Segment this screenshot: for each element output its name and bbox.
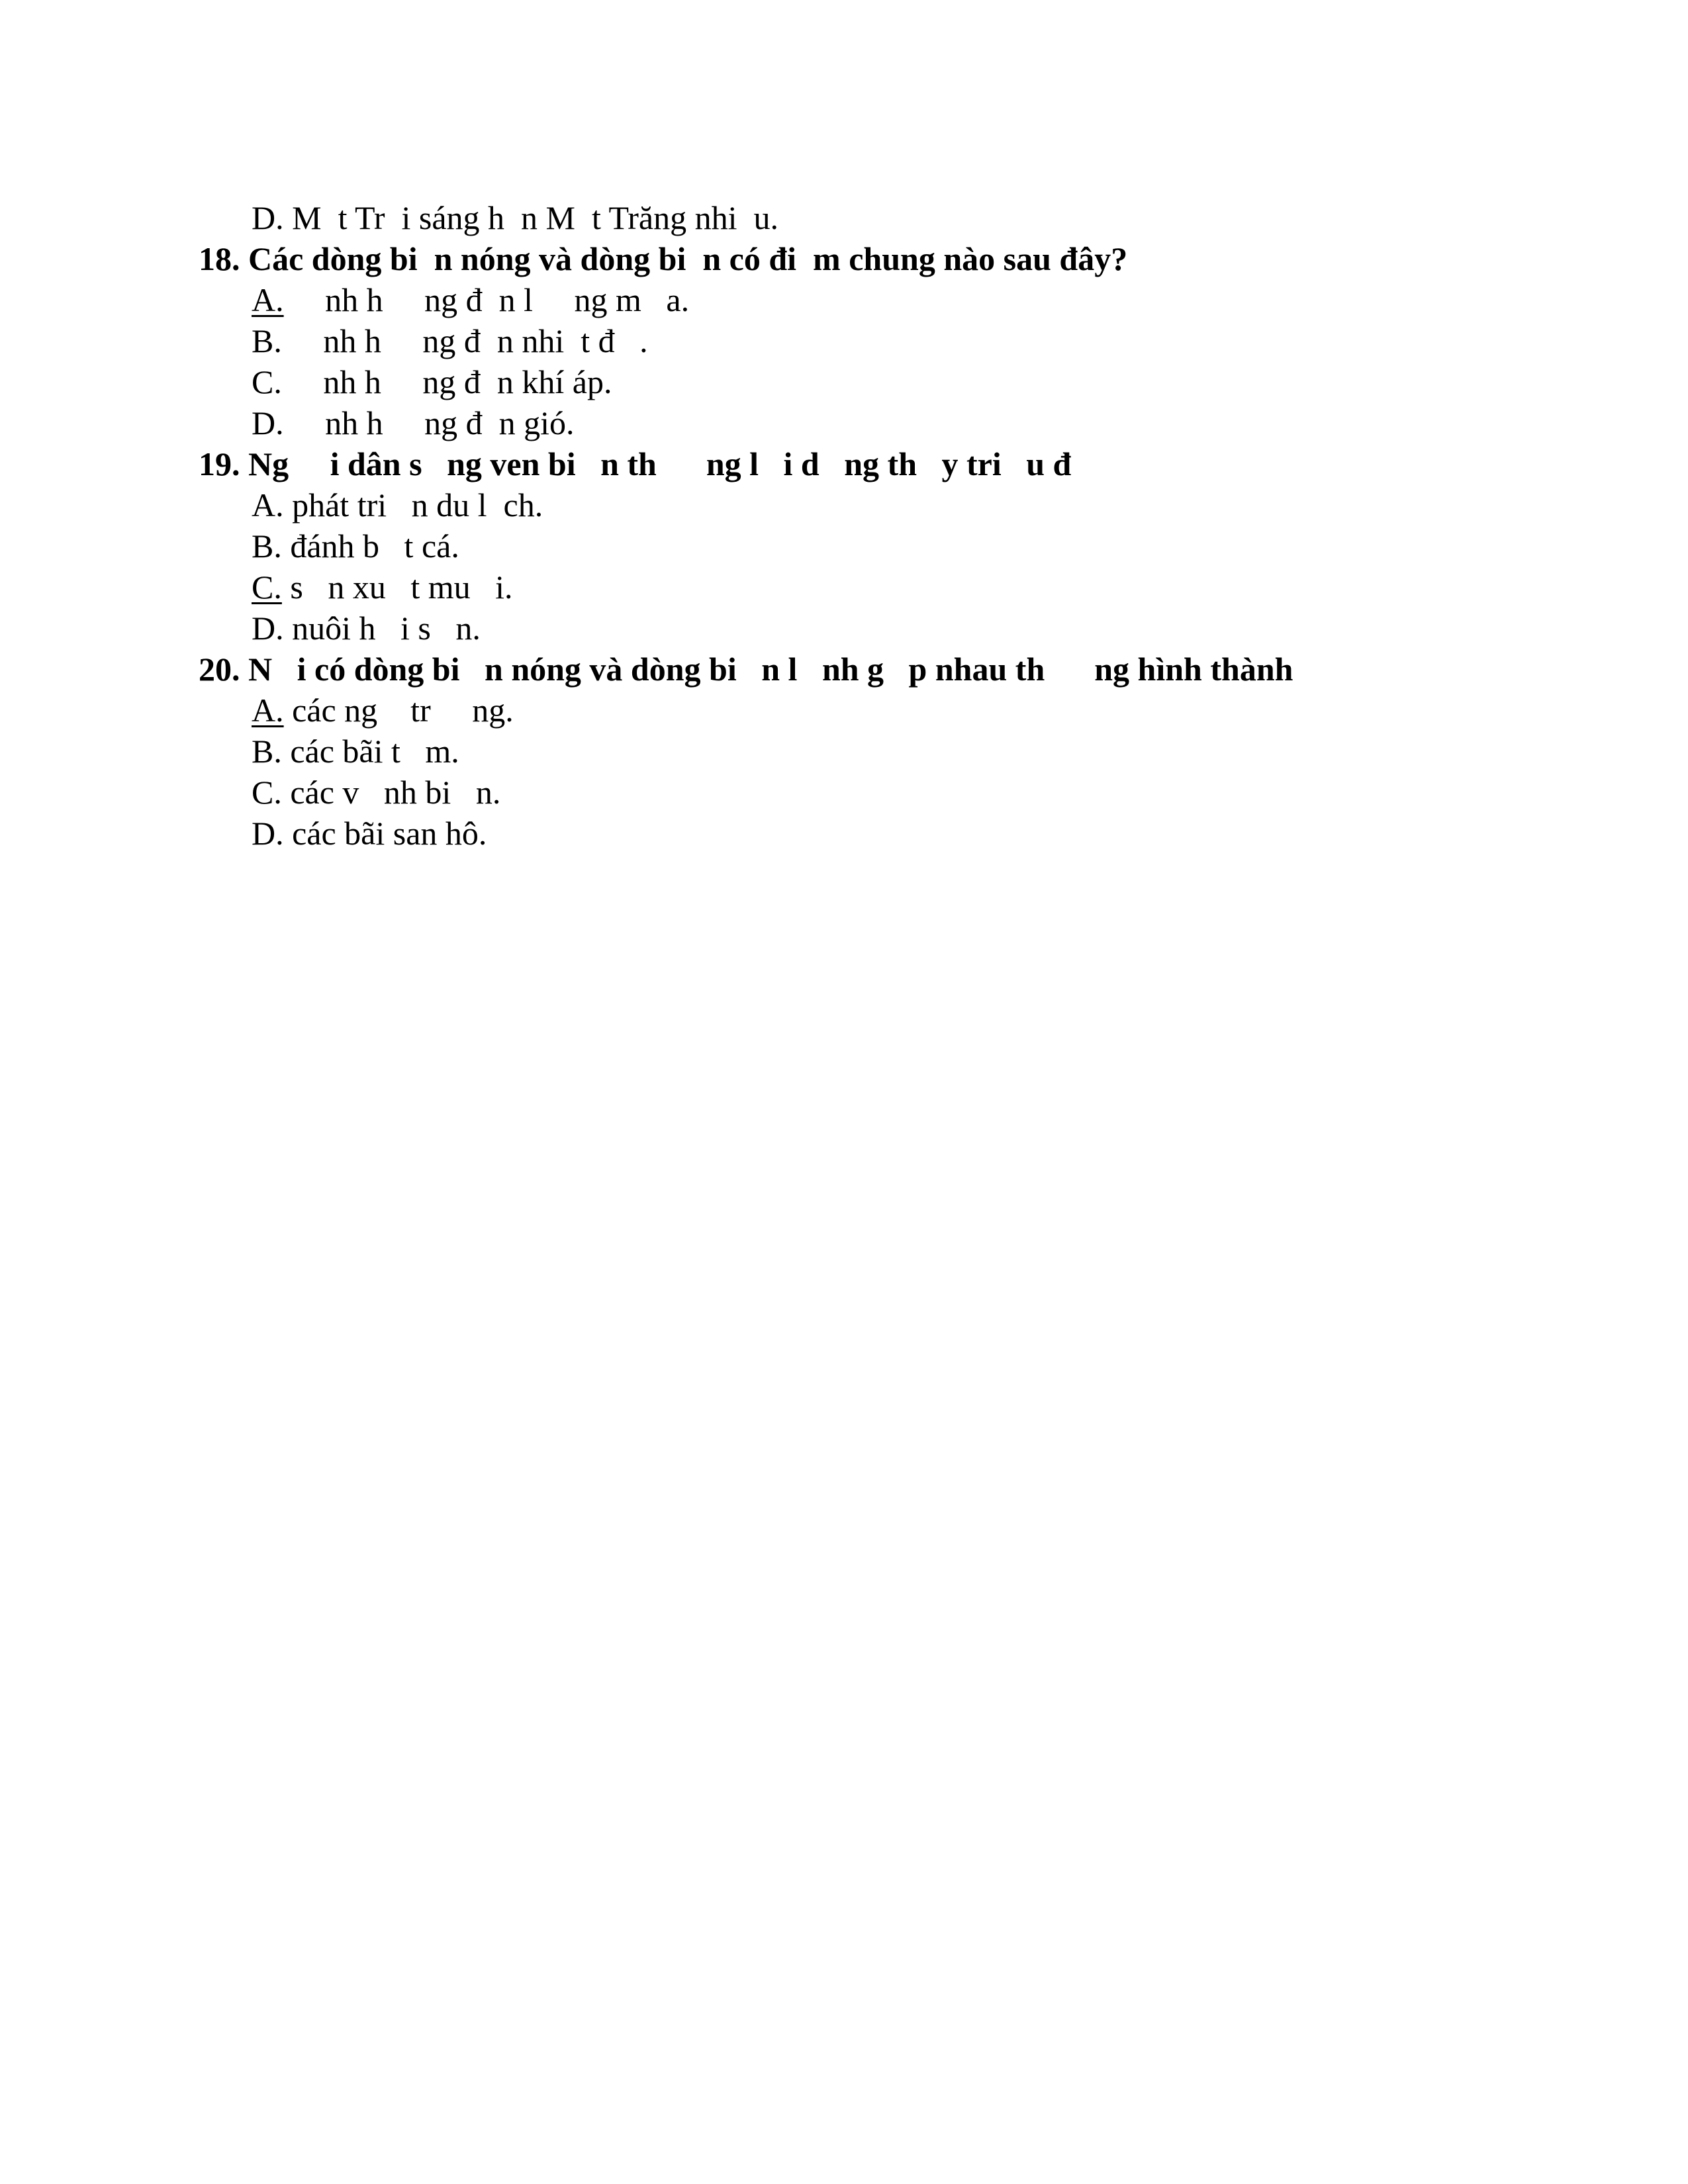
q18-option-a [252, 279, 689, 320]
q18-option-d [252, 402, 575, 443]
q20-option-a [252, 690, 514, 731]
option-letter: D. [252, 610, 284, 647]
q19-option-a [252, 484, 543, 525]
option-text: phát tri n du l ch. [283, 486, 543, 523]
option-letter: D. [252, 815, 284, 852]
q19-option-d [252, 608, 481, 649]
q19-option-c [252, 567, 513, 608]
question-number: 19. [199, 445, 240, 482]
question-number: 20. [199, 651, 240, 688]
option-letter-correct: C. [252, 569, 282, 606]
option-letter: A. [252, 486, 284, 523]
option-letter: D. [252, 404, 284, 441]
question-text: Ng i dân s ng ven bi n th ng l i d ng th y tri u đ [240, 445, 1072, 482]
q20-option-b [252, 731, 459, 772]
question-text: N i có dòng bi n nóng và dòng bi n l nh g p nhau th ng hình thành [240, 651, 1293, 688]
q18-option-c [252, 361, 612, 402]
question-text: Các dòng bi n nóng và dòng bi n có đi m chung nào sau đây? [240, 240, 1128, 277]
option-letter: B. [252, 527, 282, 565]
option-text: các ng tr ng. [283, 692, 514, 729]
option-text: các v nh bi n. [281, 774, 501, 811]
q20-option-d [252, 813, 487, 854]
q20-option-c [252, 772, 500, 813]
option-text: nh h ng đ n nhi t đ . [281, 322, 648, 359]
option-text: nh h ng đ n l ng m a. [283, 281, 690, 318]
question-19 [199, 443, 1071, 484]
q19-option-b [252, 525, 459, 567]
option-text: nh h ng đ n khí áp. [281, 363, 612, 400]
option-letter: C. [252, 363, 282, 400]
q18-option-b [252, 320, 648, 361]
option-text: nh h ng đ n gió. [283, 404, 575, 441]
option-text: s n xu t mu i. [281, 569, 513, 606]
option-text: đánh b t cá. [281, 527, 459, 565]
option-letter-correct: A. [252, 692, 284, 729]
question-20 [199, 649, 1293, 690]
question-number: 18. [199, 240, 240, 277]
option-letter-correct: A. [252, 281, 284, 318]
option-text: M t Tr i sáng h n M t Trăng nhi u. [283, 199, 778, 236]
option-letter: C. [252, 774, 282, 811]
option-text: nuôi h i s n. [283, 610, 481, 647]
option-text: các bãi t m. [281, 733, 459, 770]
option-letter: B. [252, 733, 282, 770]
option-letter: B. [252, 322, 282, 359]
option-text: các bãi san hô. [283, 815, 487, 852]
q17-option-d [252, 197, 778, 238]
question-18 [199, 238, 1127, 279]
option-letter: D. [252, 199, 284, 236]
